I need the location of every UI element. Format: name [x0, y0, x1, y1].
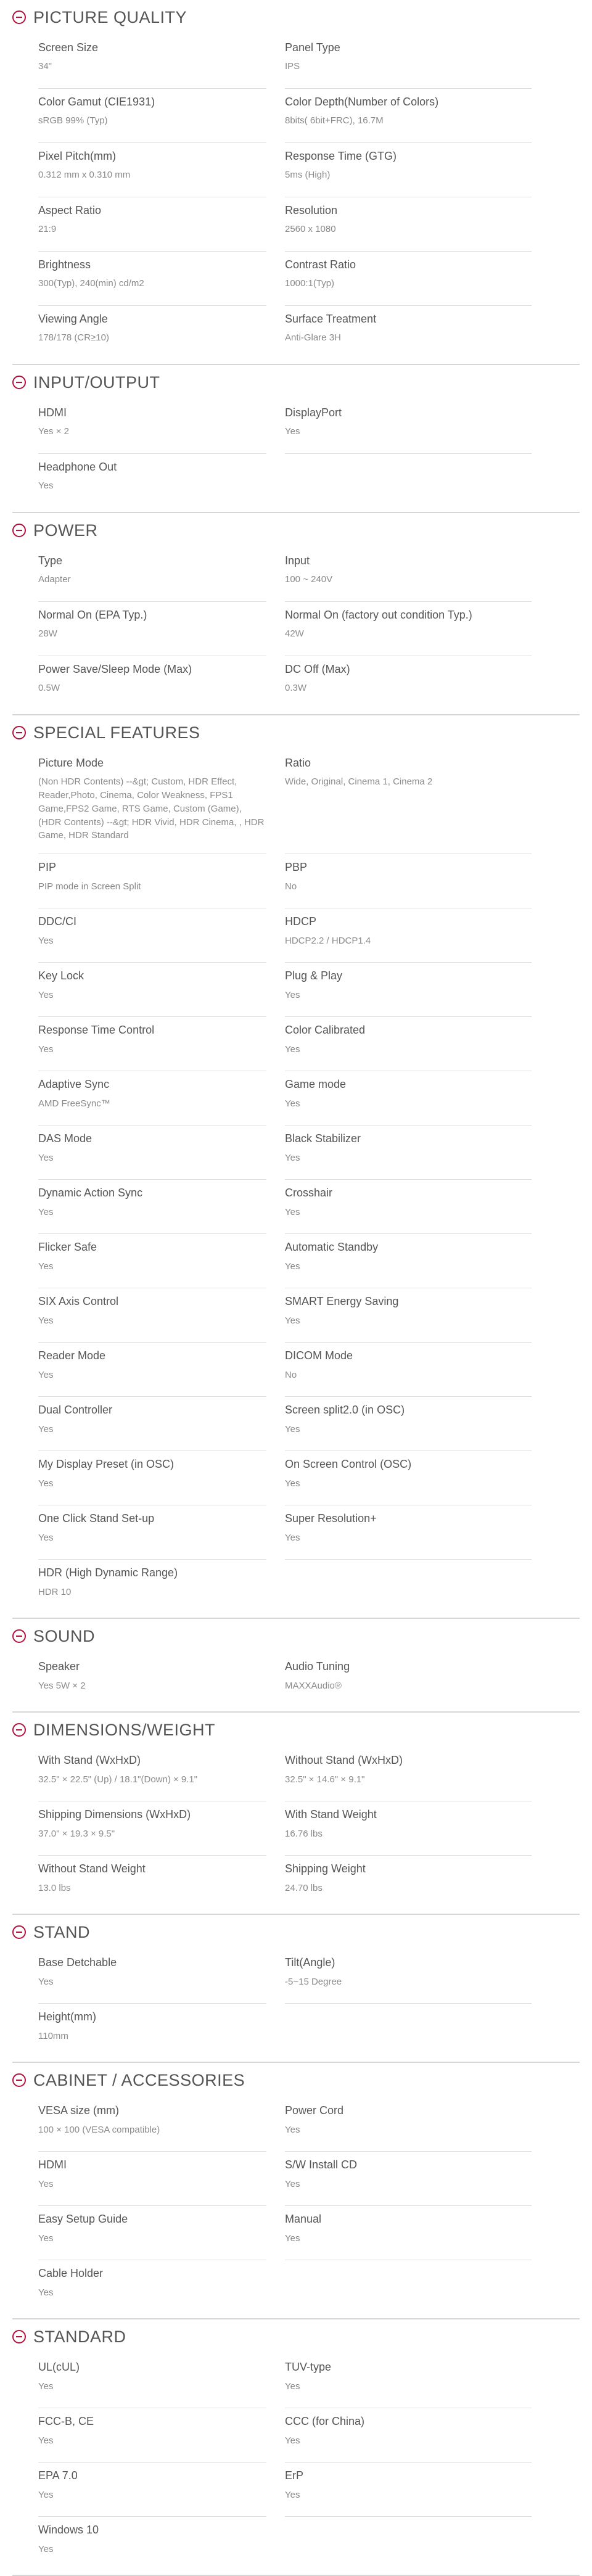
minus-circle-icon[interactable]: [12, 524, 26, 537]
spec-label: Panel Type: [285, 41, 340, 54]
spec-label: DisplayPort: [285, 406, 342, 419]
spec-value: Yes: [38, 2381, 54, 2392]
spec-value: 32.5" × 14.6" × 9.1": [285, 1774, 365, 1785]
spec-value: Yes: [285, 2232, 300, 2244]
spec-label: With Stand Weight: [285, 1808, 377, 1821]
spec-label: Ratio: [285, 757, 311, 769]
spec-item: [38, 89, 266, 143]
spec-label: DC Off (Max): [285, 663, 350, 675]
spec-value: Yes: [38, 1206, 54, 1217]
spec-value: AMD FreeSync™: [38, 1098, 110, 1109]
spec-value: Yes: [285, 2435, 300, 2446]
spec-value: Yes: [38, 2178, 54, 2189]
spec-label: Game mode: [285, 1078, 347, 1091]
spec-item: [38, 1856, 266, 1910]
minus-circle-icon[interactable]: [12, 1629, 26, 1643]
spec-value: Yes: [38, 2287, 54, 2298]
spec-label: Shipping Dimensions (WxHxD): [38, 1808, 191, 1821]
section-title: POWER: [33, 521, 98, 540]
section-cabinet-accessories: [12, 2063, 580, 2319]
spec-item: [38, 1560, 266, 1614]
spec-item: [38, 1451, 266, 1505]
spec-value: Yes 5W × 2: [38, 1680, 86, 1691]
spec-value: Yes: [285, 1098, 300, 1109]
spec-value: HDCP2.2 / HDCP1.4: [285, 935, 371, 946]
section-header-dimensions-weight[interactable]: [12, 1713, 580, 1747]
spec-item: [38, 750, 266, 854]
spec-value: Yes: [38, 1152, 54, 1163]
spec-label: UL(cUL): [38, 2361, 80, 2374]
spec-value: 28W: [38, 628, 57, 640]
spec-item: [285, 1017, 532, 1071]
spec-value: 5ms (High): [285, 170, 331, 181]
spec-item: [38, 1288, 266, 1343]
spec-label: PIP: [38, 861, 57, 874]
spec-item: [285, 963, 532, 1017]
spec-item: [38, 2517, 266, 2571]
spec-value: No: [285, 1369, 297, 1380]
spec-item: [285, 548, 532, 602]
section-header-sound[interactable]: [12, 1619, 580, 1653]
spec-label: Normal On (EPA Typ.): [38, 609, 147, 621]
spec-item: [285, 2097, 532, 2152]
spec-item: [38, 2463, 266, 2517]
spec-label: Aspect Ratio: [38, 204, 102, 216]
spec-label: Automatic Standby: [285, 1241, 379, 1254]
spec-value: Yes: [38, 935, 54, 946]
spec-label: Picture Mode: [38, 757, 104, 769]
spec-item: [38, 1125, 266, 1180]
spec-value: Yes: [285, 2489, 300, 2500]
spec-label: With Stand (WxHxD): [38, 1754, 141, 1767]
spec-grid: [12, 1653, 580, 1708]
spec-item: [38, 1653, 266, 1708]
spec-value: -5~15 Degree: [285, 1976, 342, 1987]
spec-value: Yes: [285, 2124, 300, 2135]
section-title: CABINET / ACCESSORIES: [33, 2070, 245, 2089]
spec-label: Dynamic Action Sync: [38, 1187, 143, 1200]
spec-label: Color Gamut (CIE1931): [38, 96, 155, 108]
spec-label: DICOM Mode: [285, 1349, 353, 1362]
spec-item: [285, 89, 532, 143]
spec-item: [38, 1397, 266, 1451]
spec-value: Yes: [285, 1532, 300, 1543]
spec-label: Easy Setup Guide: [38, 2213, 128, 2226]
spec-label: Height(mm): [38, 2010, 97, 2023]
spec-label: Shipping Weight: [285, 1862, 366, 1875]
spec-value: IPS: [285, 61, 300, 72]
spec-label: SMART Energy Saving: [285, 1295, 399, 1308]
spec-value: 2560 x 1080: [285, 224, 336, 235]
spec-label: Color Calibrated: [285, 1024, 366, 1037]
spec-item: [285, 35, 532, 89]
spec-label: Brightness: [38, 258, 91, 271]
spec-label: DDC/CI: [38, 915, 76, 928]
spec-value: Yes: [38, 2435, 54, 2446]
spec-grid: [12, 1747, 580, 1910]
spec-value: Yes: [38, 1478, 54, 1489]
section-header-cabinet-accessories[interactable]: [12, 2063, 580, 2097]
spec-label: TUV-type: [285, 2361, 332, 2374]
spec-value: Yes: [38, 2489, 54, 2500]
spec-item: [285, 1288, 532, 1343]
spec-item: [38, 454, 266, 508]
spec-value: 0.5W: [38, 683, 60, 694]
spec-label: Audio Tuning: [285, 1660, 350, 1673]
spec-value: 0.3W: [285, 683, 307, 694]
spec-value: Yes: [285, 2178, 300, 2189]
spec-item: [38, 2260, 266, 2315]
spec-item: [285, 1653, 532, 1708]
section-header-power[interactable]: [12, 513, 580, 548]
spec-item: [38, 1180, 266, 1234]
spec-value: Yes: [285, 989, 300, 1000]
spec-value: Anti-Glare 3H: [285, 332, 341, 344]
spec-value: Wide, Original, Cinema 1, Cinema 2: [285, 776, 433, 788]
spec-item: [38, 1949, 266, 2004]
spec-value: 100 ~ 240V: [285, 574, 333, 585]
spec-label: CCC (for China): [285, 2415, 365, 2428]
spec-item: [285, 2152, 532, 2206]
spec-label: Screen Size: [38, 41, 99, 54]
minus-circle-icon[interactable]: [12, 2330, 26, 2344]
spec-value: Yes: [38, 1369, 54, 1380]
spec-value: Yes: [38, 2232, 54, 2244]
spec-label: Tilt(Angle): [285, 1956, 335, 1969]
spec-label: Black Stabilizer: [285, 1132, 361, 1145]
spec-value: 32.5" × 22.5" (Up) / 18.1"(Down) × 9.1": [38, 1774, 198, 1785]
spec-item: [38, 1071, 266, 1125]
spec-label: HDMI: [38, 2158, 67, 2171]
spec-item: [285, 1856, 532, 1910]
spec-label: PBP: [285, 861, 308, 874]
spec-item: [285, 1071, 532, 1125]
spec-value: Yes: [38, 1261, 54, 1272]
section-dimensions-weight: [12, 1713, 580, 1915]
spec-grid: [12, 400, 580, 508]
spec-value: 300(Typ), 240(min) cd/m2: [38, 278, 144, 289]
spec-item: [285, 1125, 532, 1180]
spec-value: (Non HDR Contents) --&gt; Custom, HDR Effect, Reader,Photo, Cinema, Color Weakness, FPS1 Game,FPS2 Game, RTS Game, Custom (Game), (HDR Contents) --&gt; HDR Vivid, HDR Cinema, , HDR Game, HDR Standard: [38, 776, 265, 841]
spec-item: [38, 2004, 266, 2058]
spec-label: On Screen Control (OSC): [285, 1458, 412, 1471]
spec-label: Input: [285, 554, 310, 567]
spec-item: [38, 908, 266, 963]
spec-item: [285, 908, 532, 963]
minus-circle-icon[interactable]: [12, 376, 26, 389]
spec-label: FCC-B, CE: [38, 2415, 94, 2428]
spec-item: [285, 1451, 532, 1505]
spec-item: [285, 252, 532, 306]
spec-label: Windows 10: [38, 2524, 99, 2537]
spec-label: ErP: [285, 2469, 304, 2482]
section-header-stand[interactable]: [12, 1915, 580, 1949]
spec-label: Surface Treatment: [285, 313, 377, 325]
spec-label: Type: [38, 554, 63, 567]
spec-value: 100 × 100 (VESA compatible): [38, 2124, 160, 2135]
spec-item: [285, 306, 532, 360]
spec-item: [285, 2206, 532, 2260]
spec-label: Resolution: [285, 204, 338, 216]
minus-circle-icon[interactable]: [12, 1723, 26, 1737]
spec-item: [38, 35, 266, 89]
minus-circle-icon[interactable]: [12, 10, 26, 24]
spec-item: [38, 854, 266, 908]
spec-item: [38, 306, 266, 360]
spec-label: S/W Install CD: [285, 2158, 358, 2171]
spec-value: 21:9: [38, 224, 57, 235]
spec-label: Base Detchable: [38, 1956, 117, 1969]
spec-label: Plug & Play: [285, 969, 343, 982]
minus-circle-icon[interactable]: [12, 1925, 26, 1939]
spec-item: [285, 143, 532, 197]
spec-value: 16.76 lbs: [285, 1828, 323, 1839]
spec-label: Without Stand Weight: [38, 1862, 146, 1875]
spec-value: 13.0 lbs: [38, 1882, 71, 1893]
spec-item: [285, 854, 532, 908]
spec-grid: [12, 750, 580, 1614]
spec-item: [38, 1343, 266, 1397]
spec-label: Response Time (GTG): [285, 150, 397, 162]
spec-value: Yes: [285, 1206, 300, 1217]
spec-label: Screen split2.0 (in OSC): [285, 1404, 405, 1417]
spec-grid: [12, 2097, 580, 2315]
spec-label: Pixel Pitch(mm): [38, 150, 117, 162]
spec-value: Yes: [38, 989, 54, 1000]
minus-circle-icon[interactable]: [12, 2073, 26, 2087]
section-special-features: [12, 715, 580, 1619]
spec-label: Normal On (factory out condition Typ.): [285, 609, 472, 621]
spec-label: Crosshair: [285, 1187, 333, 1200]
spec-value: Yes: [38, 1315, 54, 1326]
spec-value: Yes: [38, 2543, 54, 2554]
spec-label: Key Lock: [38, 969, 84, 982]
spec-label: One Click Stand Set-up: [38, 1512, 155, 1525]
spec-item: [38, 656, 266, 710]
spec-item: [38, 1747, 266, 1801]
spec-label: Power Save/Sleep Mode (Max): [38, 663, 192, 675]
spec-value: Yes: [285, 1423, 300, 1434]
spec-item: [38, 143, 266, 197]
spec-item: [285, 2354, 532, 2408]
spec-label: DAS Mode: [38, 1132, 92, 1145]
spec-grid: [12, 548, 580, 710]
section-sound: [12, 1619, 580, 1713]
spec-value: Yes: [285, 2381, 300, 2392]
spec-item: [38, 963, 266, 1017]
spec-label: Response Time Control: [38, 1024, 155, 1037]
section-header-standard[interactable]: [12, 2319, 580, 2354]
spec-item: [38, 1017, 266, 1071]
section-title: SPECIAL FEATURES: [33, 723, 200, 742]
spec-label: My Display Preset (in OSC): [38, 1458, 175, 1471]
spec-value: Adapter: [38, 574, 71, 585]
spec-value: PIP mode in Screen Split: [38, 881, 141, 892]
spec-item: [285, 2463, 532, 2517]
spec-value: Yes: [285, 1152, 300, 1163]
spec-item: [38, 2354, 266, 2408]
section-title: STAND: [33, 1922, 91, 1941]
spec-value: Yes: [38, 1423, 54, 1434]
spec-value: Yes × 2: [38, 426, 69, 437]
spec-label: Speaker: [38, 1660, 80, 1673]
spec-value: No: [285, 881, 297, 892]
section-title: PICTURE QUALITY: [33, 7, 187, 27]
spec-label: Flicker Safe: [38, 1241, 97, 1254]
spec-item: [38, 2408, 266, 2463]
spec-item: [38, 2206, 266, 2260]
spec-value: 24.70 lbs: [285, 1882, 323, 1893]
section-title: STANDARD: [33, 2327, 126, 2346]
spec-value: 1000:1(Typ): [285, 278, 335, 289]
spec-label: HDCP: [285, 915, 317, 928]
spec-value: 178/178 (CR≥10): [38, 332, 109, 344]
spec-item: [285, 1343, 532, 1397]
spec-item: [285, 1180, 532, 1234]
spec-item: [285, 1234, 532, 1288]
spec-value: Yes: [285, 1315, 300, 1326]
spec-value: Yes: [38, 480, 54, 492]
spec-label: SIX Axis Control: [38, 1295, 119, 1308]
spec-value: 110mm: [38, 2030, 68, 2041]
spec-value: 8bits( 6bit+FRC), 16.7M: [285, 115, 384, 126]
spec-value: Yes: [38, 1043, 54, 1055]
spec-item: [38, 1505, 266, 1560]
spec-item: [38, 1234, 266, 1288]
section-header-picture-quality[interactable]: [12, 0, 580, 35]
spec-item: [285, 1505, 532, 1560]
spec-label: Dual Controller: [38, 1404, 113, 1417]
spec-value: Yes: [38, 1532, 54, 1543]
section-stand: [12, 1915, 580, 2063]
section-title: SOUND: [33, 1626, 96, 1645]
spec-item: [285, 750, 532, 854]
section-picture-quality: [12, 0, 580, 365]
spec-label: Super Resolution+: [285, 1512, 377, 1525]
spec-value: Yes: [285, 1478, 300, 1489]
spec-item: [38, 2097, 266, 2152]
spec-label: Manual: [285, 2213, 322, 2226]
spec-label: EPA 7.0: [38, 2469, 78, 2482]
spec-value: HDR 10: [38, 1586, 72, 1597]
minus-circle-icon[interactable]: [12, 726, 26, 739]
spec-label: Viewing Angle: [38, 313, 108, 325]
spec-value: sRGB 99% (Typ): [38, 115, 108, 126]
spec-item: [285, 2408, 532, 2463]
spec-item: [285, 1801, 532, 1856]
spec-label: Reader Mode: [38, 1349, 106, 1362]
spec-value: Yes: [38, 1976, 54, 1987]
spec-value: 37.0" × 19.3 × 9.5": [38, 1828, 115, 1839]
spec-label: Cable Holder: [38, 2267, 104, 2280]
spec-grid: [12, 35, 580, 360]
spec-item: [285, 400, 532, 454]
spec-item: [285, 656, 532, 710]
spec-grid: [12, 2354, 580, 2571]
spec-item: [285, 1397, 532, 1451]
section-header-special-features[interactable]: [12, 715, 580, 750]
spec-item: [38, 1801, 266, 1856]
spec-item: [285, 1949, 532, 2004]
spec-label: Adaptive Sync: [38, 1078, 110, 1091]
spec-label: HDR (High Dynamic Range): [38, 1566, 178, 1579]
spec-value: Yes: [285, 1043, 300, 1055]
spec-value: Yes: [285, 426, 300, 437]
section-power: [12, 513, 580, 715]
spec-value: 34": [38, 61, 52, 72]
spec-value: 0.312 mm x 0.310 mm: [38, 170, 131, 181]
spec-item: [38, 602, 266, 656]
spec-item: [285, 197, 532, 252]
spec-label: Contrast Ratio: [285, 258, 356, 271]
spec-label: Without Stand (WxHxD): [285, 1754, 403, 1767]
spec-value: 42W: [285, 628, 304, 640]
spec-item: [38, 548, 266, 602]
section-title: DIMENSIONS/WEIGHT: [33, 1720, 216, 1739]
spec-item: [38, 252, 266, 306]
spec-label: HDMI: [38, 406, 67, 419]
spec-item: [285, 1747, 532, 1801]
spec-item: [38, 2152, 266, 2206]
section-header-input-output[interactable]: [12, 365, 580, 400]
spec-grid: [12, 1949, 580, 2058]
section-standard: [12, 2319, 580, 2576]
spec-label: Color Depth(Number of Colors): [285, 96, 439, 108]
spec-value: MAXXAudio®: [285, 1680, 342, 1691]
section-input-output: [12, 365, 580, 513]
spec-item: [38, 400, 266, 454]
spec-label: VESA size (mm): [38, 2104, 120, 2117]
spec-value: Yes: [285, 1261, 300, 1272]
spec-label: Power Cord: [285, 2104, 344, 2117]
spec-item: [38, 197, 266, 252]
spec-label: Headphone Out: [38, 461, 117, 473]
spec-item: [285, 602, 532, 656]
section-title: INPUT/OUTPUT: [33, 372, 160, 392]
